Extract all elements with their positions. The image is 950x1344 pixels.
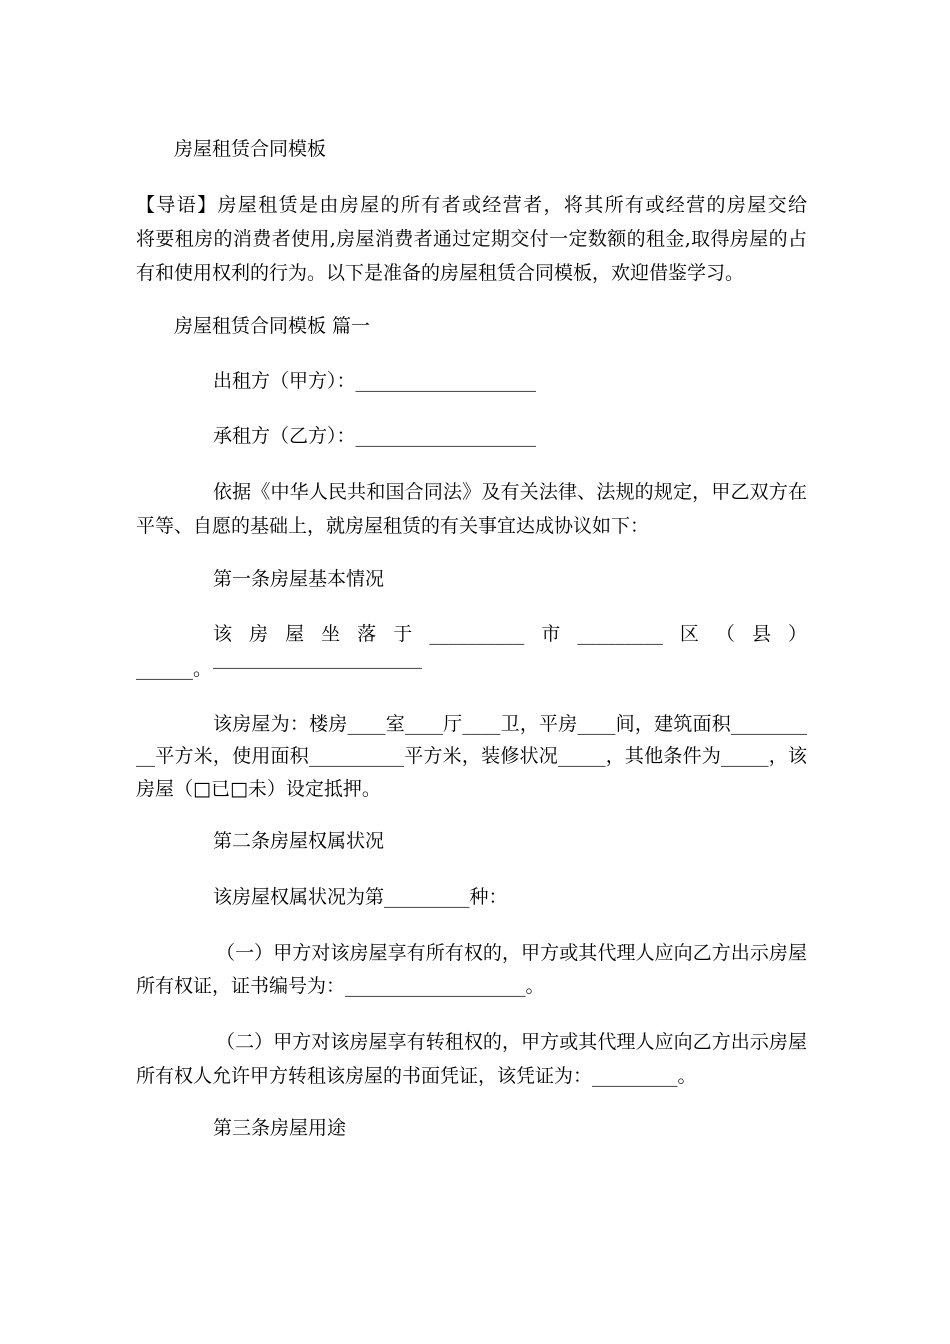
layout-line-1: 该房屋为：楼房____室____厅____卫，平房____间，建筑面积________ — [213, 713, 807, 735]
article-3-title: 第三条房屋用途 — [213, 1117, 347, 1139]
article-1-title: 第一条房屋基本情况 — [213, 568, 385, 590]
item-2-line-1: （二）甲方对该房屋享有转租权的，甲方或其代理人应向乙方出示房屋 — [216, 1031, 807, 1053]
layout-line-2: __平方米，使用面积__________平方米，装修状况_____，其他条件为_____，该 — [136, 745, 807, 767]
article-2-title: 第二条房屋权属状况 — [213, 830, 385, 852]
location-line-1: 该房屋坐落于__________市_________区（县）______________________ — [213, 623, 807, 669]
intro-line-3: 有和使用权利的行为。以下是准备的房屋租赁合同模板，欢迎借鉴学习。 — [136, 262, 745, 284]
item-1-line-1: （一）甲方对该房屋享有所有权的，甲方或其代理人应向乙方出示房屋 — [216, 942, 807, 964]
section-title: 房屋租赁合同模板 篇一 — [174, 315, 371, 337]
ownership-type-field: 该房屋权属状况为第_________种： — [213, 886, 508, 908]
item-1-line-2: 所有权证，证书编号为：___________________。 — [136, 975, 545, 997]
item-2-line-2: 所有权人允许甲方转租该房屋的书面凭证，该凭证为：_________。 — [136, 1065, 697, 1087]
lessee-field: 承租方（乙方）：___________________ — [213, 425, 537, 447]
basis-line-1: 依据《中华人民共和国合同法》及有关法律、法规的规定，甲乙双方在 — [213, 481, 807, 503]
location-line-2: ______。 — [136, 658, 213, 680]
lessor-field: 出租方（甲方）：___________________ — [213, 370, 537, 392]
intro-line-2: 将要租房的消费者使用,房屋消费者通过定期交付一定数额的租金,取得房屋的占 — [136, 228, 807, 250]
intro-line-1: 【导语】房屋租赁是由房屋的所有者或经营者，将其所有或经营的房屋交给 — [136, 194, 807, 216]
document-title: 房屋租赁合同模板 — [174, 138, 327, 160]
layout-line-3: 房屋（□已□未）设定抵押。 — [136, 778, 381, 800]
basis-line-2: 平等、自愿的基础上，就房屋租赁的有关事宜达成协议如下： — [136, 515, 650, 537]
